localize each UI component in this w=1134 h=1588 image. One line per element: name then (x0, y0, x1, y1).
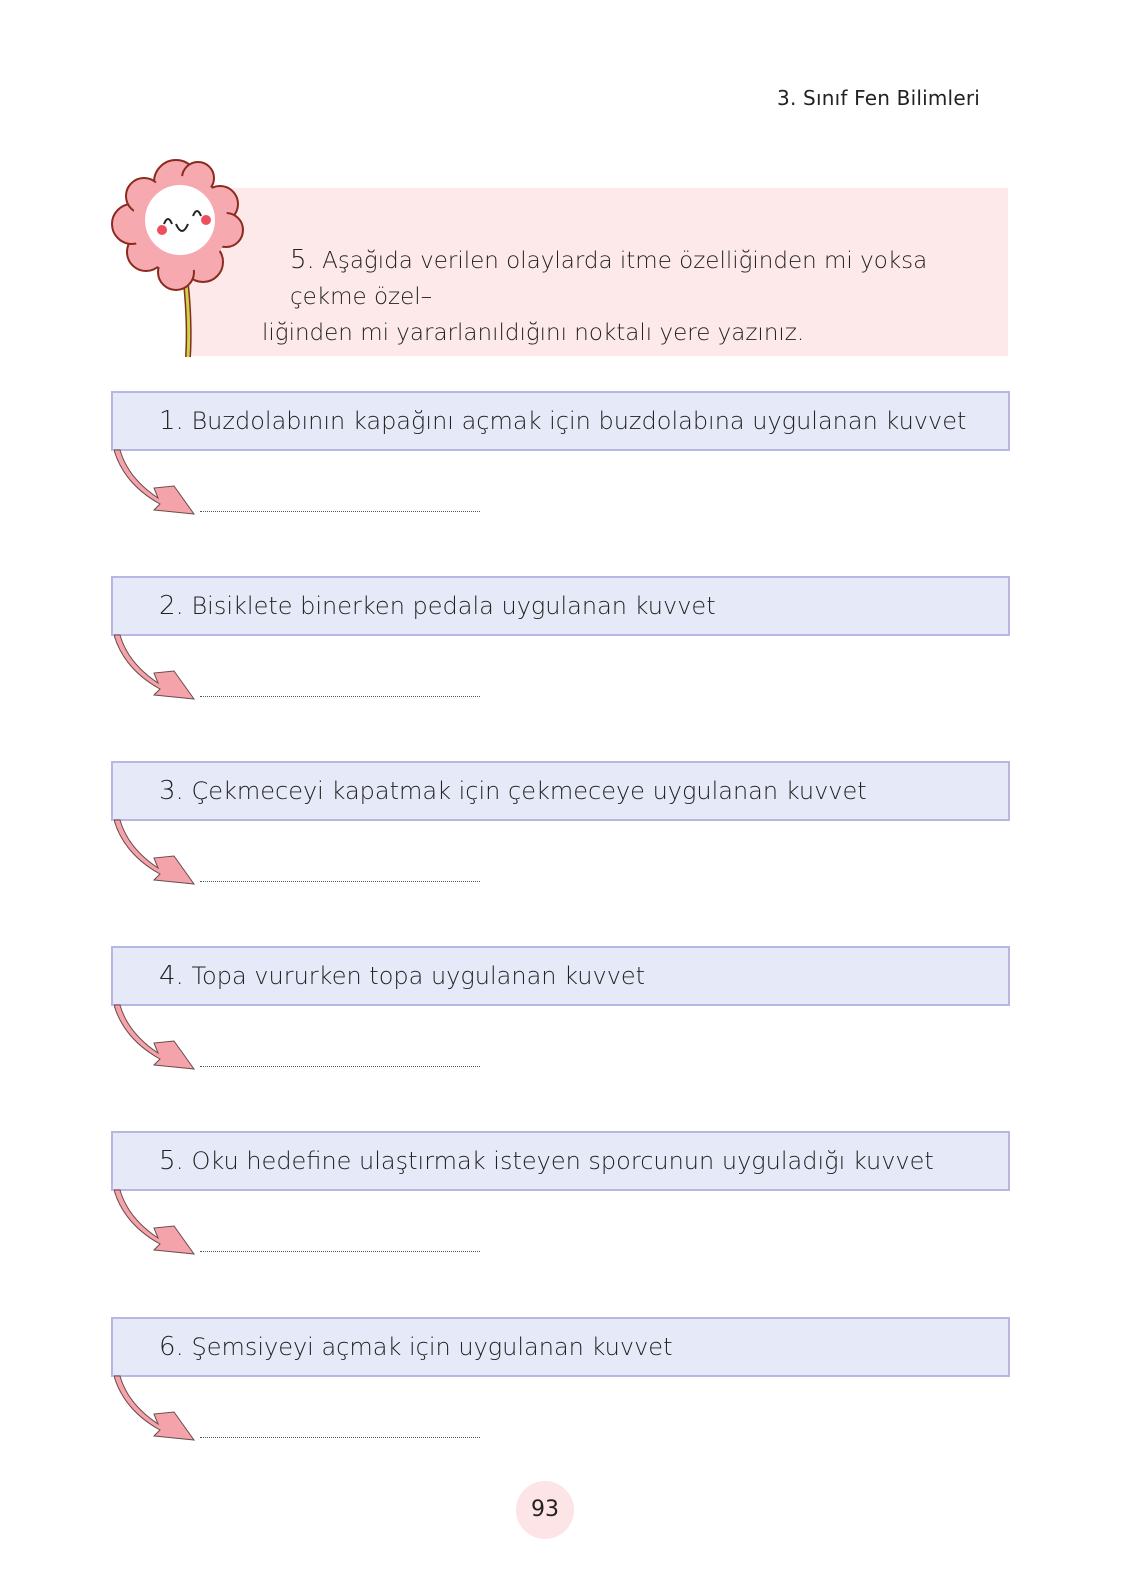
item-text: Topa vururken topa uygulanan kuvvet (191, 962, 646, 990)
item-2 (111, 576, 1010, 636)
item-text: Oku hedefine ulaştırmak isteyen sporcunun uyguladığı kuvvet (191, 1147, 934, 1175)
question-number: 5. (290, 245, 315, 275)
flower-icon (108, 154, 253, 359)
arrow-icon (114, 1374, 199, 1446)
item-number: 5. (159, 1146, 184, 1176)
arrow-icon (114, 633, 199, 705)
item-text: Bisiklete binerken pedala uygulanan kuvvet (191, 592, 716, 620)
answer-line[interactable] (200, 1437, 480, 1438)
item-6 (111, 1317, 1010, 1377)
answer-line[interactable] (200, 511, 480, 512)
question-text (262, 242, 994, 351)
item-4 (111, 946, 1010, 1006)
arrow-icon (114, 818, 199, 890)
answer-line[interactable] (200, 696, 480, 697)
arrow-icon (114, 448, 199, 520)
page-header: 3. Sınıf Fen Bilimleri (777, 86, 980, 110)
item-number: 2. (159, 591, 184, 621)
question-box (190, 188, 1008, 356)
item-number: 3. (159, 776, 184, 806)
item-number: 4. (159, 961, 184, 991)
arrow-icon (114, 1003, 199, 1075)
answer-line[interactable] (200, 1251, 480, 1252)
item-number: 1. (159, 406, 184, 436)
item-1 (111, 391, 1010, 451)
item-text: Buzdolabının kapağını açmak için buzdolabına uygulanan kuvvet (191, 407, 967, 435)
item-3 (111, 761, 1010, 821)
question-line-2: liğinden mi yararlanıldığını noktalı yere yazınız. (262, 320, 805, 346)
page-number: 93 (516, 1481, 574, 1539)
item-text: Şemsiyeyi açmak için uygulanan kuvvet (191, 1333, 673, 1361)
arrow-icon (114, 1188, 199, 1260)
answer-line[interactable] (200, 881, 480, 882)
item-number: 6. (159, 1332, 184, 1362)
item-text: Çekmeceyi kapatmak için çekmeceye uygulanan kuvvet (191, 777, 867, 805)
answer-line[interactable] (200, 1066, 480, 1067)
item-5 (111, 1131, 1010, 1191)
question-line-1: Aşağıda verilen olaylarda itme özelliğinden mi yoksa çekme özel– (290, 248, 928, 310)
